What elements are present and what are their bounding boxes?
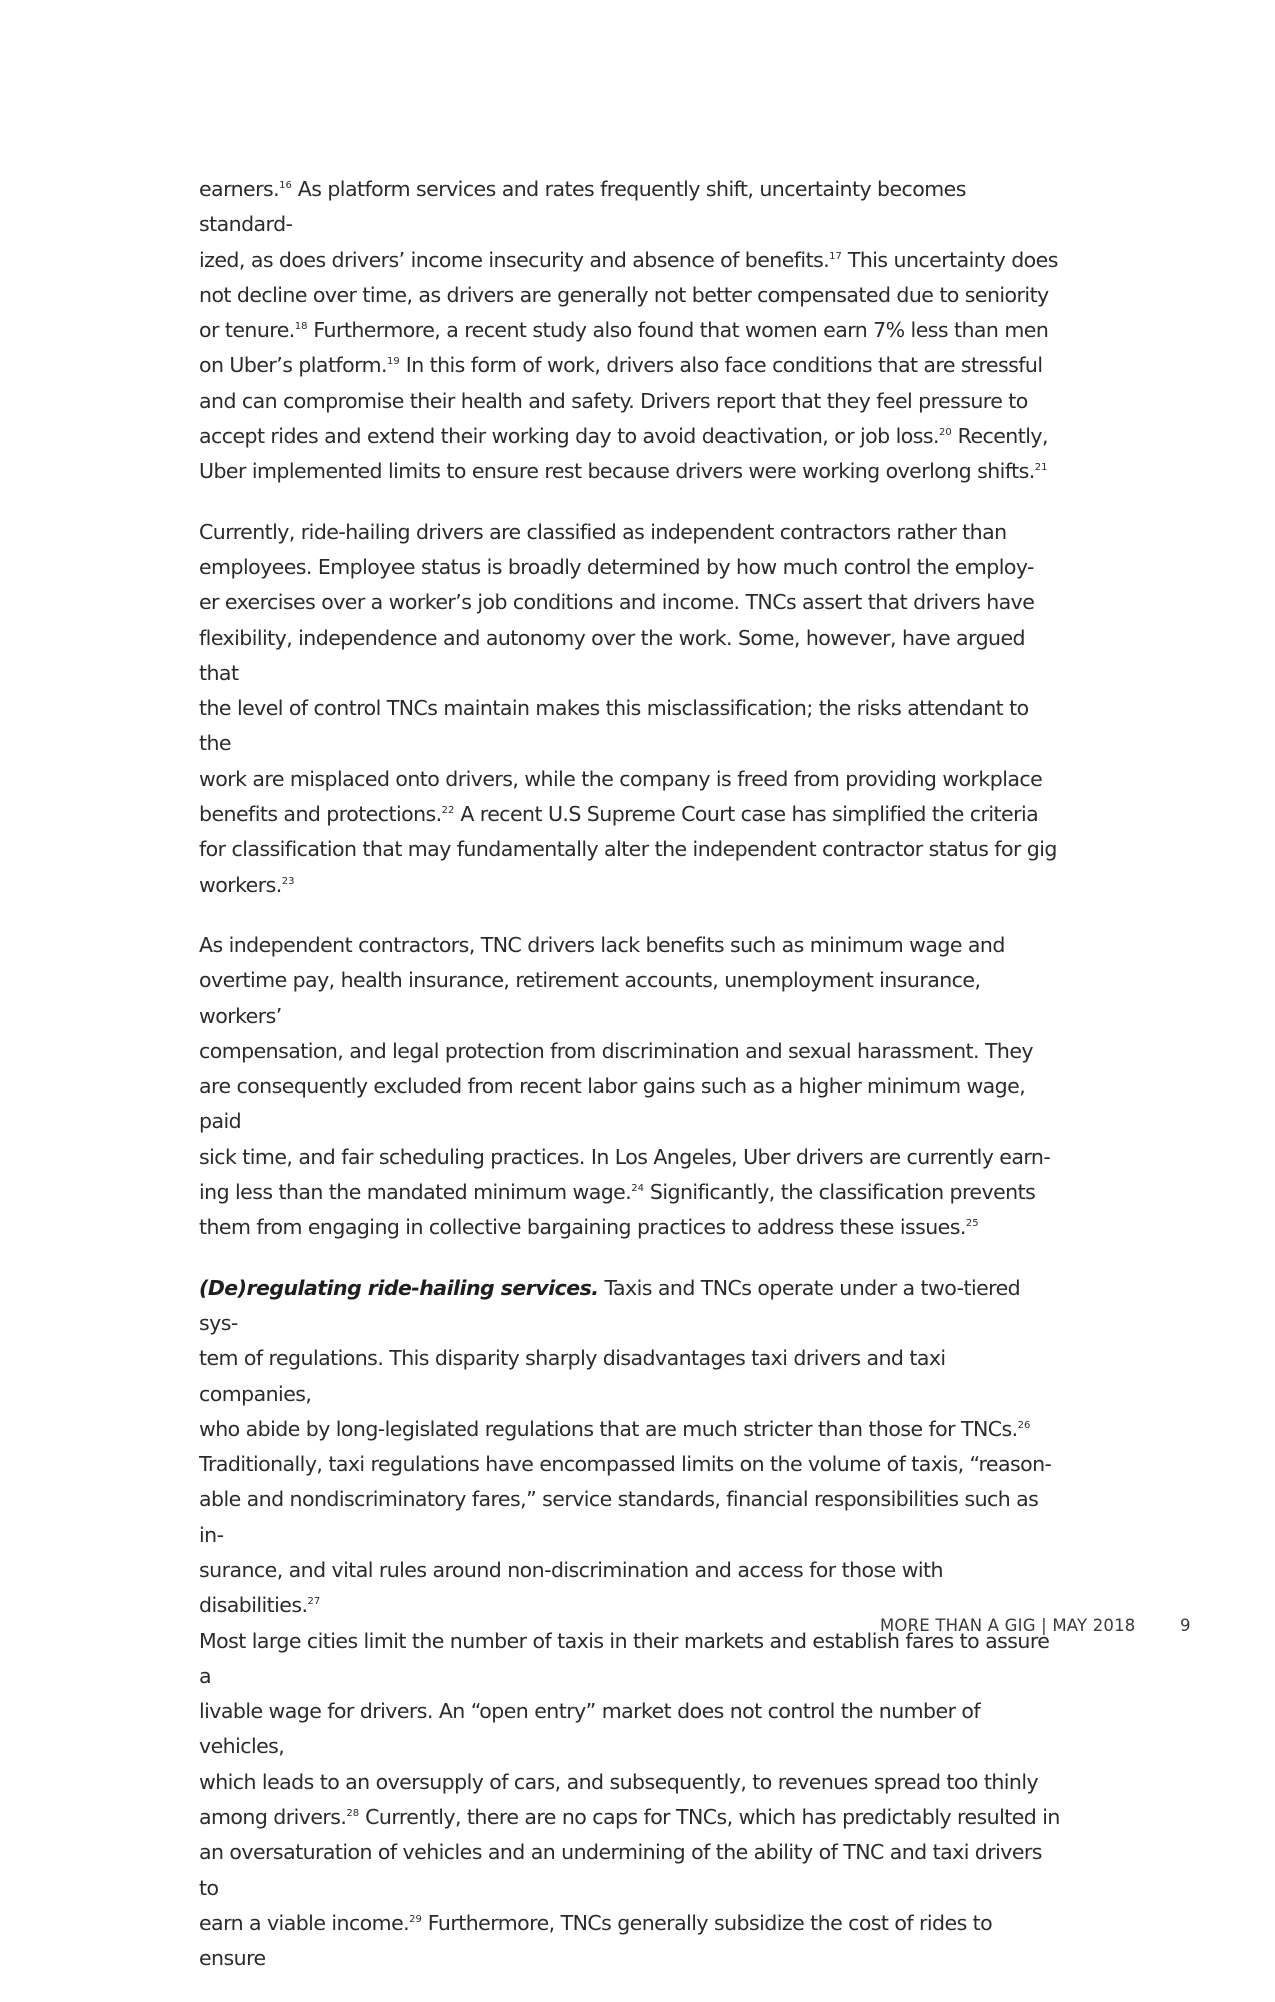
paragraph-text: Most large cities limit the number of taxis in their markets and establish fares to assure a livable wage for drivers. An “open entry” market does not control the number of vehicles, which leads to an oversupply of cars, and subsequently, to revenues spread too thinly among drivers.: [199, 1628, 1050, 1830]
footnote-marker: 24: [631, 1183, 644, 1195]
paragraph-text: Recently, Uber implemented limits to ensure rest because drivers were working overlong shifts.: [199, 424, 1048, 484]
footnote-marker: 29: [409, 1913, 422, 1925]
paragraph: [199, 172, 1063, 490]
footnote-marker: 23: [281, 875, 295, 887]
footnote-marker: 26: [1017, 1419, 1031, 1431]
paragraph-text: Traditionally, taxi regulations have encompassed limits on the volume of taxis, “reason- able and nondiscriminatory fares,” service standards, financial responsibilities such as in- surance, and vital rules around non-discrimination and access for those with disabilities.: [199, 1452, 1052, 1618]
paragraph-text: Currently, there are no caps for TNCs, which has predictably resulted in an oversaturation of vehicles and an undermining of the ability of TNC and taxi drivers to earn a viable income.: [199, 1805, 1060, 1935]
footnote-marker: 27: [307, 1596, 321, 1608]
section-heading: (De)regulating ride-hailing services.: [199, 1275, 599, 1300]
paragraph-text: earners.: [199, 177, 280, 201]
paragraph-text: Furthermore, a recent study also found that women earn 7% less than men on Uber’s platform.: [199, 318, 1049, 378]
footnote-marker: 28: [346, 1808, 360, 1820]
paragraph-text: Significantly, the classification prevents them from engaging in collective bargaining practices to address these issues.: [199, 1180, 1036, 1240]
paragraph-text: This uncertainty does not decline over time, as drivers are generally not better compensated due to seniority or tenure.: [199, 247, 1058, 343]
paragraph-text: As platform services and rates frequently shift, uncertainty becomes standard- ized, as does drivers’ income insecurity and absence of benefits.: [199, 177, 966, 272]
paragraph-text: A recent U.S Supreme Court case has simplified the criteria for classification that may fundamentally alter the independent contractor status for gig workers.: [199, 802, 1057, 897]
footnote-marker: 18: [294, 321, 308, 333]
paragraph-text: Taxis and TNCs operate under a two-tiered sys- tem of regulations. This disparity sharply disadvantages taxi drivers and taxi companies, who abide by long-legislated regulations that are much stricter than those for TNCs.: [199, 1275, 1021, 1441]
paragraph-text: Furthermore, TNCs generally subsidize the cost of rides to ensure: [199, 1910, 993, 1971]
footer-publication: MORE THAN A GIG | MAY 2018: [880, 1616, 1136, 1635]
footnote-marker: 20: [938, 427, 952, 439]
paragraph-text: As independent contractors, TNC drivers lack benefits such as minimum wage and overtime pay, health insurance, retirement accounts, unemployment insurance, workers’ compensation, and legal protection from discrimination and sexual harassment. They are consequently excluded from recent labor gains such as a higher minimum wage, paid sick time, and fair scheduling practices. In Los Angeles, Uber drivers are currently earn- ing less than the mandated minimum wage.: [199, 932, 1051, 1205]
footnote-marker: 21: [1034, 462, 1048, 474]
paragraph-text: In this form of work, drivers also face conditions that are stressful and can compromise their health and safety. Drivers report that they feel pressure to accept rides and extend their working day to avoid deactivation, or job loss.: [199, 353, 1043, 449]
paragraph-text: Currently, ride-hailing drivers are classified as independent contractors rather than employees. Employee status is broadly determined by how much control the employ- er exercises over a worker’s job conditions and income. TNCs assert that drivers have flexibility, independence and autonomy over the work. Some, however, have argued that the level of control TNCs maintain makes this misclassification; the risks attendant to the work are misplaced onto drivers, while the company is freed from providing workplace benefits and protections.: [199, 519, 1043, 827]
paragraph: [199, 928, 1063, 1246]
footnote-marker: 25: [965, 1218, 979, 1230]
page-body: [199, 172, 1063, 2002]
footnote-marker: 19: [387, 356, 400, 368]
footnote-marker: 16: [279, 180, 292, 191]
paragraph: [199, 515, 1063, 903]
footnote-marker: 17: [829, 250, 842, 262]
footnote-marker: 22: [441, 805, 455, 817]
page-number: 9: [1180, 1616, 1191, 1635]
